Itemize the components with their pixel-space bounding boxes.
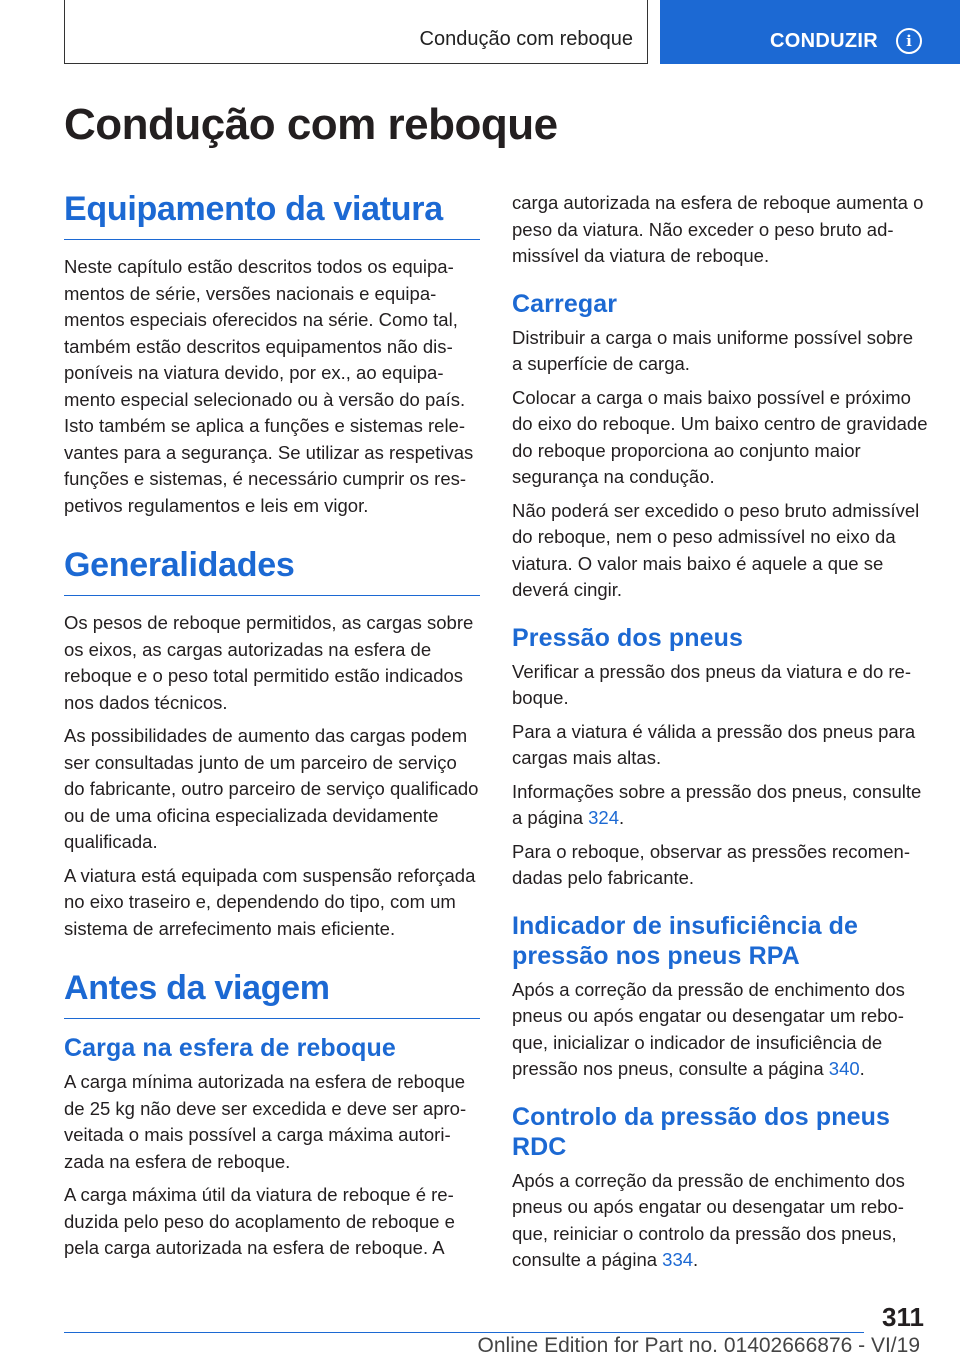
paragraph: Não poderá ser excedido o peso bruto admissível do reboque, nem o peso admissível no eixo da viatura. O valor mais baixo é aquele a que se deverá cingir.: [512, 499, 920, 600]
paragraph: carga autorizada na esfera de reboque aumenta o peso da viatura. Não exceder o peso bruto admissível da viatura de reboque.: [512, 192, 924, 266]
paragraph: A carga mínima autorizada na esfera de reboque de 25 kg não deve ser excedida e deve ser aproveitada o mais possível a carga máxima autorizada na esfera de reboque.: [64, 1071, 467, 1172]
subsection-title-rdc: Controlo da pressão dos pneus RDC: [512, 1102, 890, 1161]
header-section-title: Condução com reboque: [419, 28, 633, 50]
page-link-324[interactable]: 324: [588, 807, 619, 828]
paragraph: Informações sobre a pressão dos pneus, consulte a página 324.: [512, 780, 922, 828]
page-link-340[interactable]: 340: [828, 1058, 860, 1079]
section-title-antes-da-viagem: Antes da viagem: [64, 969, 480, 1019]
paragraph: As possibilidades de aumento das cargas podem ser consultadas junto de um parceiro de serviço do fabricante, outro parceiro de serviço qualificado ou de uma oficina especializada devidamente qualificada.: [64, 725, 479, 853]
page-title: Condução com reboque: [64, 100, 558, 149]
subsection-title-carga: Carga na esfera de reboque: [64, 1034, 396, 1063]
paragraph: Após a correção da pressão de enchimento dos pneus ou após engatar ou desengatar um reboque, inicializar o indicador de insuficiência de pressão nos pneus, consulte a página 340.: [512, 978, 905, 1079]
subsection-title-pressao: Pressão dos pneus: [512, 623, 743, 652]
paragraph: Colocar a carga o mais baixo possível e próximo do eixo do reboque. Um baixo centro de gravidade do reboque proporciona ao conjunto maior segurança na condução.: [512, 386, 928, 487]
left-column: [64, 190, 480, 1269]
paragraph: Para o reboque, observar as pressões recomendadas pelo fabricante.: [512, 840, 910, 888]
paragraph: Verificar a pressão dos pneus da viatura e do reboque.: [512, 660, 912, 708]
paragraph: Os pesos de reboque permitidos, as cargas sobre os eixos, as cargas autorizadas na esfera de reboque e o peso total permitido estão indicados nos dados técnicos.: [64, 612, 474, 713]
right-column: [512, 190, 928, 1281]
footer-divider: [64, 1332, 864, 1333]
paragraph: Neste capítulo estão descritos todos os equipamentos de série, versões nacionais e equipamentos especiais oferecidos na série. Como tal, também estão descritos equipamentos não disponíveis na viatura devido, por ex., ao equipamento especial selecionado ou à versão do país. Isto também se aplica a funções e sistemas relevantes para a segurança. Se utilizar as respetivas funções e sistemas, é necessário cumprir os respetivos regulamentos e leis em vigor.: [64, 256, 474, 516]
subsection-title-rpa: Indicador de insuficiência de pressão nos pneus RPA: [512, 911, 859, 970]
info-icon[interactable]: i: [896, 28, 922, 54]
subsection-title-carregar: Carregar: [512, 289, 618, 318]
header-chapter-label: CONDUZIR: [770, 30, 878, 52]
header-chapter-tab[interactable]: [660, 0, 960, 64]
section-title-generalidades: Generalidades: [64, 546, 480, 596]
paragraph: A viatura está equipada com suspensão reforçada no eixo traseiro e, dependendo do tipo, com um sistema de arrefecimento mais eficiente.: [64, 864, 476, 939]
page-number: 311: [882, 1302, 924, 1332]
page-link-334[interactable]: 334: [662, 1249, 694, 1270]
paragraph: Após a correção da pressão de enchimento dos pneus ou após engatar ou desengatar um reboque, reiniciar o controlo da pressão dos pneus, consulte a página 334.: [512, 1169, 905, 1270]
paragraph: A carga máxima útil da viatura de reboque é reduzida pelo peso do acoplamento de reboque e pela carga autorizada na esfera de reboque. A: [64, 1184, 455, 1259]
paragraph: Para a viatura é válida a pressão dos pneus para cargas mais altas.: [512, 720, 916, 768]
section-title-equipamento: Equipamento da viatura: [64, 190, 480, 240]
footer-edition: Online Edition for Part no. 01402666876 - VI/19: [477, 1334, 920, 1357]
header-section-box: [64, 0, 648, 64]
paragraph: Distribuir a carga o mais uniforme possível sobre a superfície de carga.: [512, 326, 913, 374]
